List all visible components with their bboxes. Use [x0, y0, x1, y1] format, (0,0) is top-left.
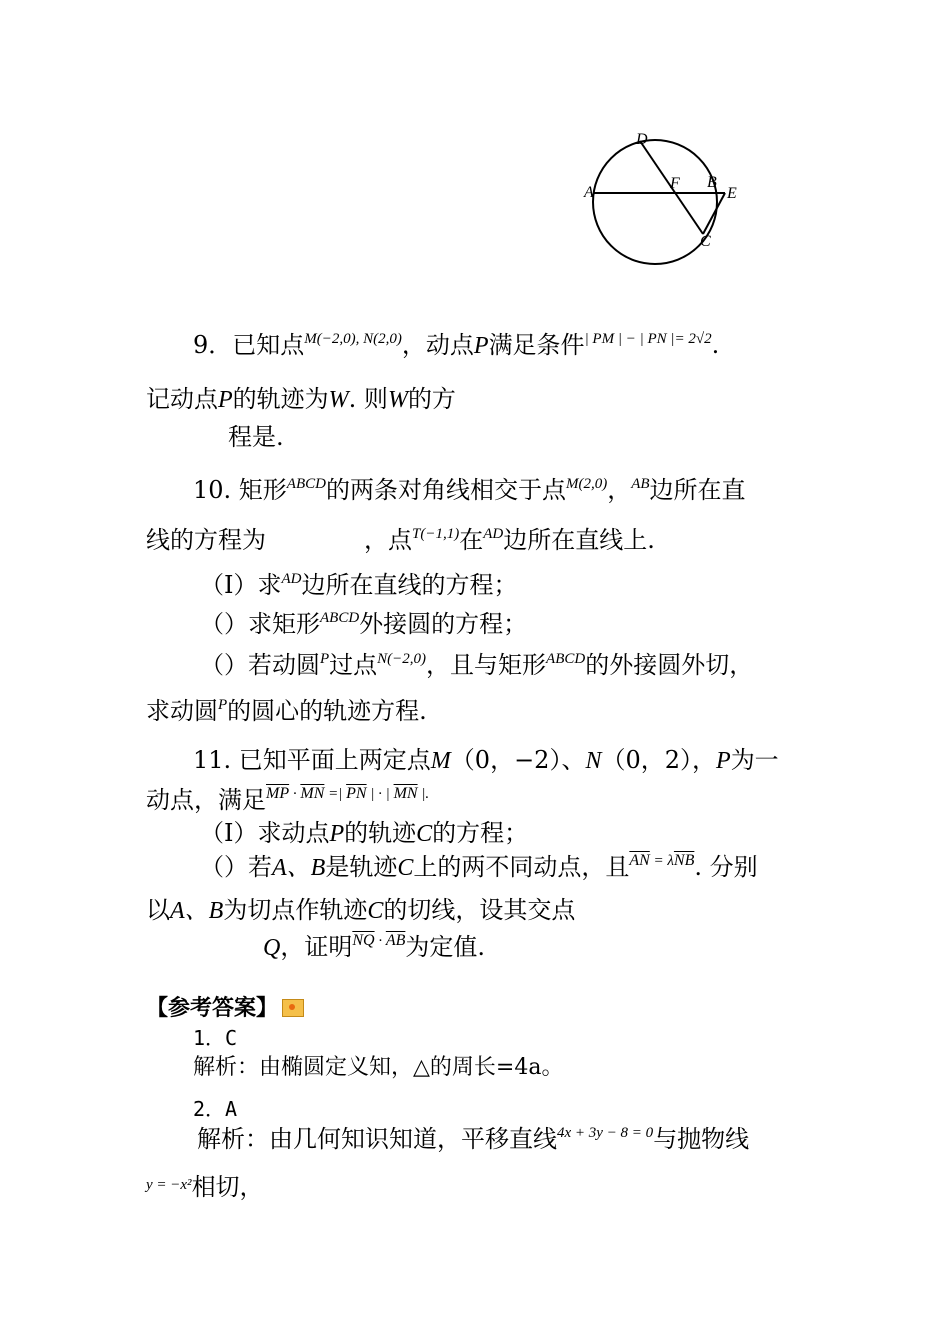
- label-b: B: [707, 174, 717, 191]
- label-a: A: [584, 184, 594, 201]
- figure-circle: [593, 140, 717, 264]
- label-c: C: [700, 233, 711, 250]
- label-e: E: [727, 185, 737, 202]
- answer-1-explanation: 解析：由椭圆定义知，△的周长=4a。: [193, 1055, 564, 1080]
- q10-line-2: 线的方程为 ，点$^{T(-1,1)}$在$^{AD}$边所在直线上.: [146, 526, 655, 554]
- q11-part-2: （）若A、B是轨迹C上的两不同动点，且$^{\overline{AN}}$ $^{= \lambda\overline{NB}}$. 分别: [200, 852, 758, 881]
- answers-heading: 【参考答案】: [146, 994, 304, 1024]
- q10-part-1: （I）求$^{AD}$边所在直线的方程；: [200, 571, 518, 599]
- q9-line-1: 9．已知点$^{M(-2,0), N(2,0)}$，动点P满足条件$^{| PM | - | PN |= 2√2}$.: [193, 331, 720, 359]
- q10-part-2: （）求矩形$^{ABCD}$外接圆的方程；: [200, 610, 528, 638]
- segment-ec: [703, 193, 725, 234]
- q11-line-1: 11. 已知平面上两定点M（0，−2）、N（0，2），P为一: [193, 746, 779, 774]
- q11-line-2: 动点，满足$^{\overline{MP}}$ · $^{\overline{MN}}$ =| $^{\overline{PN}}$ | · | $^{\overline{MN}}$ |.: [146, 785, 430, 814]
- answer-2-continuation: $^{y = -x^2}$相切，: [146, 1173, 264, 1201]
- answer-2-explanation: 解析：由几何知识知道，平移直线$^{4x + 3y - 8 = 0}$与抛物线: [197, 1125, 750, 1153]
- q11-part-4: Q，证明$^{\overline{NQ}}$ · $^{\overline{AB}}$为定值.: [263, 932, 486, 961]
- q9-line-2: 记动点P的轨迹为W. 则W的方: [146, 385, 456, 413]
- q10-part-3: （）若动圆$^P$过点$^{N(-2,0)}$，且与矩形$^{ABCD}$的外接圆外切，: [200, 651, 754, 679]
- q10-part-4: 求动圆$^P$的圆心的轨迹方程.: [146, 697, 427, 725]
- answer-1-number: 1．C: [193, 1026, 238, 1050]
- q11-part-1: （I）求动点P的轨迹C的方程；: [200, 819, 529, 847]
- label-d: D: [636, 131, 648, 148]
- label-f: F: [670, 175, 680, 192]
- circle-figure: [580, 128, 780, 278]
- q9-line-3: 程是.: [228, 423, 284, 451]
- answer-2-number: 2．A: [193, 1097, 238, 1121]
- q10-line-1: 10. 矩形$^{ABCD}$的两条对角线相交于点$^{M(2,0)}$，$^{AB}$边所在直: [193, 476, 746, 504]
- q11-part-3: 以A、B为切点作轨迹C的切线，设其交点: [146, 896, 576, 924]
- folder-icon[interactable]: [282, 999, 304, 1017]
